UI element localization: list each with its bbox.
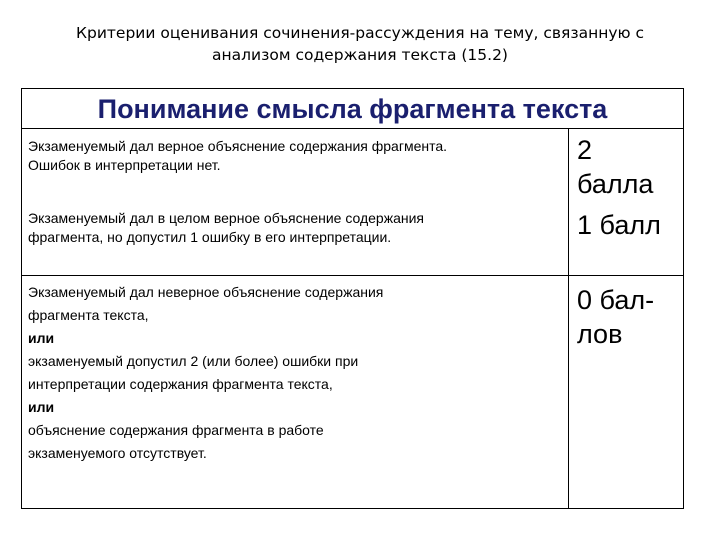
table-header: Понимание смысла фрагмента текста <box>22 89 683 129</box>
description-line: Экзаменуемый дал верное объяснение содержания фрагмента. <box>28 138 448 154</box>
score-0-points <box>577 283 657 351</box>
description-line: фрагмента, но допустил 1 ошибку в его интерпретации. <box>28 229 392 245</box>
criterion-description-2 <box>28 209 518 247</box>
or-connector: или <box>28 399 55 415</box>
score-line: 2 <box>577 135 593 165</box>
column-divider <box>568 129 569 508</box>
slide-title-line-2: анализом содержания текста (15.2) <box>212 46 508 64</box>
description-line: экзаменуемого отсутствует. <box>28 445 207 461</box>
slide-title <box>40 22 680 66</box>
criterion-description-1 <box>28 137 518 175</box>
description-line: объяснение содержания фрагмента в работе <box>28 422 324 438</box>
description-line: экзаменуемый допустил 2 (или более) ошибки при <box>28 353 359 369</box>
description-line: Ошибок в интерпретации нет. <box>28 157 221 173</box>
slide-title-line-1: Критерии оценивания сочинения-рассуждения на тему, связанную с <box>75 24 645 42</box>
score-line: 1 балл <box>577 210 661 240</box>
description-line: интерпретации содержания фрагмента текста, <box>28 376 333 392</box>
row-divider <box>22 275 683 276</box>
criterion-description-3 <box>28 281 518 465</box>
score-line: лов <box>577 319 623 349</box>
description-line: фрагмента текста, <box>28 307 149 323</box>
description-line: Экзаменуемый дал в целом верное объяснение содержания <box>28 210 424 226</box>
score-line: балла <box>577 169 654 199</box>
or-connector: или <box>28 330 55 346</box>
score-line: 0 бал- <box>577 285 655 315</box>
criteria-table <box>21 88 684 509</box>
score-2-points <box>577 133 654 201</box>
score-1-point <box>577 208 661 242</box>
description-line: Экзаменуемый дал неверное объяснение содержания <box>28 284 384 300</box>
